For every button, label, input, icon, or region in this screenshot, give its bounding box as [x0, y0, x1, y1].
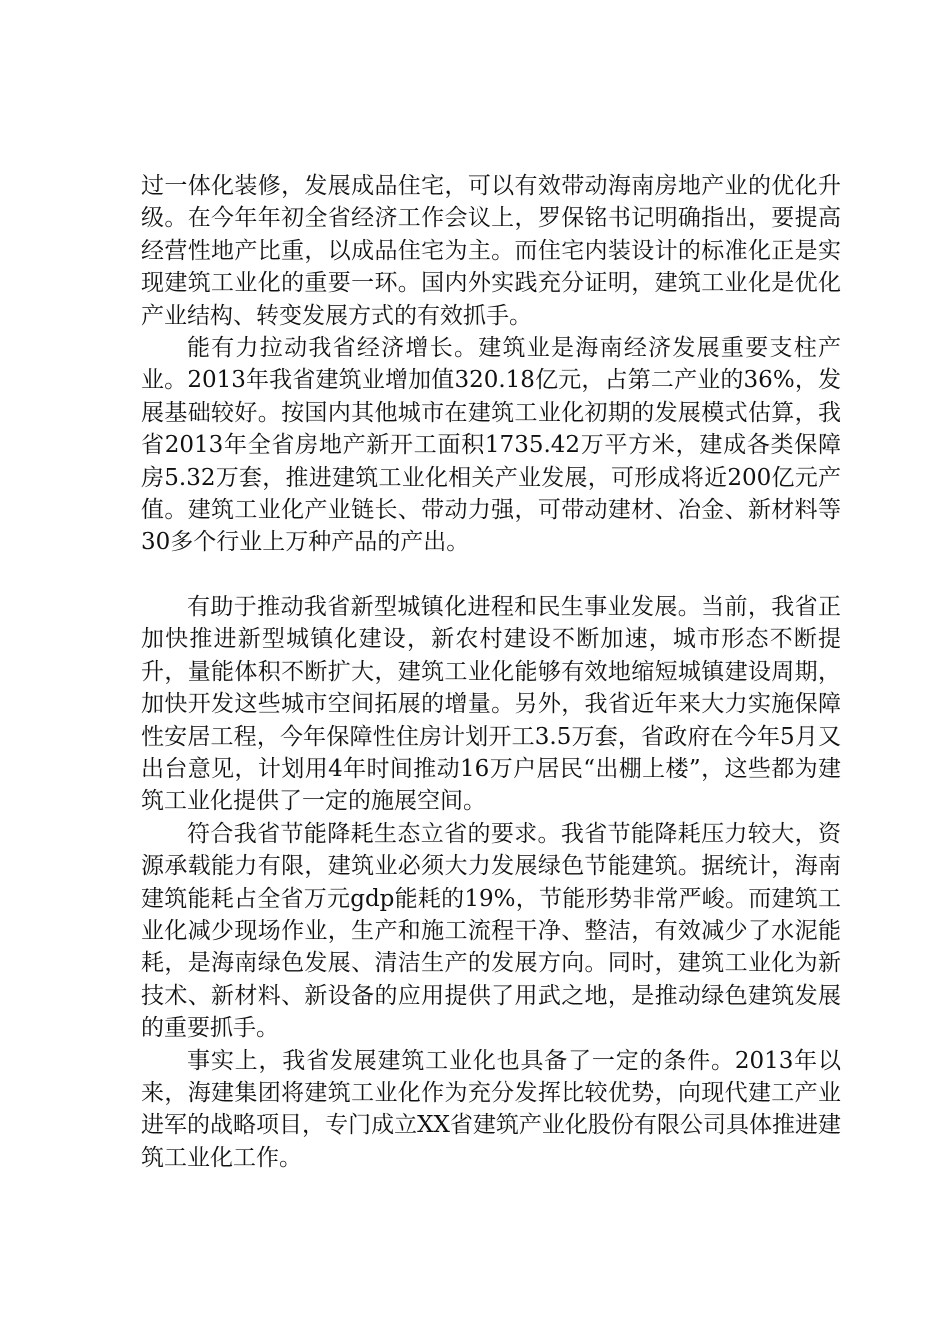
paragraph-urbanization: 有助于推动我省新型城镇化进程和民生事业发展。当前，我省正加快推进新型城镇化建设，新农村建设不断加速，城市形态不断提升，量能体积不断扩大，建筑工业化能够有效地缩短城镇建设周期，加快开发这些城市空间拓展的增量。另外，我省近年来大力实施保障性安居工程，今年保障性住房计划开工3.5万套，省政府在今年5月又出台意见，计划用4年时间推动16万户居民“出棚上楼”，这些都为建筑工业化提供了一定的施展空间。: [141, 593, 841, 815]
paragraph-continued: 过一体化装修，发展成品住宅，可以有效带动海南房地产业的优化升级。在今年年初全省经济工作会议上，罗保铭书记明确指出，要提高经营性地产比重，以成品住宅为主。而住宅内装设计的标准化正是实现建筑工业化的重要一环。国内外实践充分证明，建筑工业化是优化产业结构、转变发展方式的有效抓手。: [141, 173, 841, 329]
paragraph-energy-saving: 符合我省节能降耗生态立省的要求。我省节能降耗压力较大，资源承载能力有限，建筑业必须大力发展绿色节能建筑。据统计，海南建筑能耗占全省万元gdp能耗的19%，节能形势非常严峻。而建筑工业化减少现场作业，生产和施工流程干净、整洁，有效减少了水泥能耗，是海南绿色发展、清洁生产的发展方向。同时，建筑工业化为新技术、新材料、新设备的应用提供了用武之地，是推动绿色建筑发展的重要抓手。: [141, 820, 841, 1042]
document-body: [141, 170, 841, 1174]
paragraph-economic-growth: 能有力拉动我省经济增长。建筑业是海南经济发展重要支柱产业。2013年我省建筑业增加值320.18亿元，占第二产业的36%，发展基础较好。按国内其他城市在建筑工业化初期的发展模式估算，我省2013年全省房地产新开工面积1735.42万平方米，建成各类保障房5.32万套，推进建筑工业化相关产业发展，可形成将近200亿元产值。建筑工业化产业链长、带动力强，可带动建材、冶金、新材料等30多个行业上万种产品的产出。: [141, 335, 841, 556]
paragraph-conditions: 事实上，我省发展建筑工业化也具备了一定的条件。2013年以来，海建集团将建筑工业化作为充分发挥比较优势，向现代建工产业进军的战略项目，专门成立XX省建筑产业化股份有限公司具体推进建筑工业化工作。: [141, 1047, 841, 1171]
